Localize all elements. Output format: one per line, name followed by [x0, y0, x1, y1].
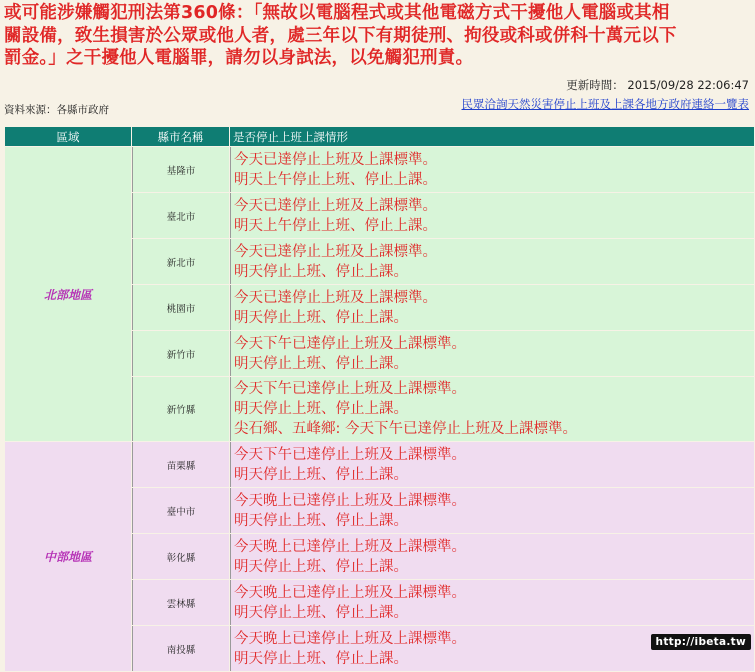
status-line: 今天已達停止上班及上課標準。 [234, 151, 437, 168]
status-line: 明天上午停止上班、停止上課。 [234, 217, 437, 234]
table-row [5, 442, 754, 487]
status-cell [230, 580, 754, 625]
header-region: 區域 [5, 127, 131, 146]
status-line: 明天停止上班、停止上課。 [234, 650, 408, 667]
status-cell [230, 534, 754, 579]
status-line: 今天晚上已達停止上班及上課標準。 [234, 538, 466, 555]
city-name: 南投縣 [132, 626, 229, 671]
city-name: 基隆市 [132, 147, 229, 192]
status-line: 今天晚上已達停止上班及上課標準。 [234, 584, 466, 601]
city-name: 苗栗縣 [132, 442, 229, 487]
legal-warning [4, 2, 754, 70]
closure-status-table [4, 126, 755, 672]
status-line: 今天晚上已達停止上班及上課標準。 [234, 630, 466, 647]
update-time-label: 更新時間： [566, 78, 624, 92]
status-cell [230, 442, 754, 487]
status-line: 明天停止上班、停止上課。 [234, 355, 408, 372]
city-name: 新竹市 [132, 331, 229, 376]
warning-line: 關設備，致生損害於公眾或他人者，處三年以下有期徒刑、拘役或科或併科十萬元以下 [4, 25, 677, 46]
status-cell [230, 488, 754, 533]
watermark: http://ibeta.tw [651, 634, 751, 650]
region-central: 中部地區 [5, 442, 131, 671]
status-line: 今天晚上已達停止上班及上課標準。 [234, 492, 466, 509]
table-row [5, 147, 754, 192]
warning-line: 或可能涉嫌觸犯刑法第360條：「無故以電腦程式或其他電磁方式干擾他人電腦或其相 [4, 3, 670, 23]
city-name: 臺中市 [132, 488, 229, 533]
update-time [566, 77, 749, 93]
status-cell [230, 377, 754, 441]
status-line: 明天停止上班、停止上課。 [234, 309, 408, 326]
status-line: 今天下午已達停止上班及上課標準。 [234, 381, 466, 397]
status-line: 今天下午已達停止上班及上課標準。 [234, 335, 466, 352]
status-line: 今天下午已達停止上班及上課標準。 [234, 446, 466, 463]
status-cell [230, 147, 754, 192]
city-name: 彰化縣 [132, 534, 229, 579]
city-name: 臺北市 [132, 193, 229, 238]
status-line: 尖石鄉、五峰鄉: 今天下午已達停止上班及上課標準。 [234, 421, 577, 437]
header-city: 縣市名稱 [132, 127, 229, 146]
status-cell [230, 331, 754, 376]
city-name: 桃園市 [132, 285, 229, 330]
table-header-row [5, 127, 754, 146]
region-north: 北部地區 [5, 147, 131, 441]
status-line: 明天停止上班、停止上課。 [234, 512, 408, 529]
warning-line: 罰金。」之干擾他人電腦罪，請勿以身試法，以免觸犯刑責。 [4, 48, 474, 68]
status-line: 明天停止上班、停止上課。 [234, 604, 408, 621]
status-cell [230, 285, 754, 330]
status-line: 今天已達停止上班及上課標準。 [234, 243, 437, 260]
status-line: 明天上午停止上班、停止上課。 [234, 171, 437, 188]
contact-list-link[interactable]: 民眾洽詢天然災害停止上班及上課各地方政府連絡一覽表 [461, 97, 749, 111]
status-cell [230, 193, 754, 238]
data-source: 資料來源：各縣市政府 [4, 104, 109, 116]
status-line: 明天停止上班、停止上課。 [234, 401, 408, 417]
status-line: 明天停止上班、停止上課。 [234, 263, 408, 280]
status-line: 今天已達停止上班及上課標準。 [234, 197, 437, 214]
status-line: 明天停止上班、停止上課。 [234, 558, 408, 575]
status-line: 明天停止上班、停止上課。 [234, 466, 408, 483]
header-status: 是否停止上班上課情形 [230, 127, 754, 146]
update-time-value: 2015/09/28 22:06:47 [627, 78, 749, 92]
status-cell [230, 239, 754, 284]
city-name: 新北市 [132, 239, 229, 284]
city-name: 雲林縣 [132, 580, 229, 625]
city-name: 新竹縣 [132, 377, 229, 441]
status-line: 今天已達停止上班及上課標準。 [234, 289, 437, 306]
